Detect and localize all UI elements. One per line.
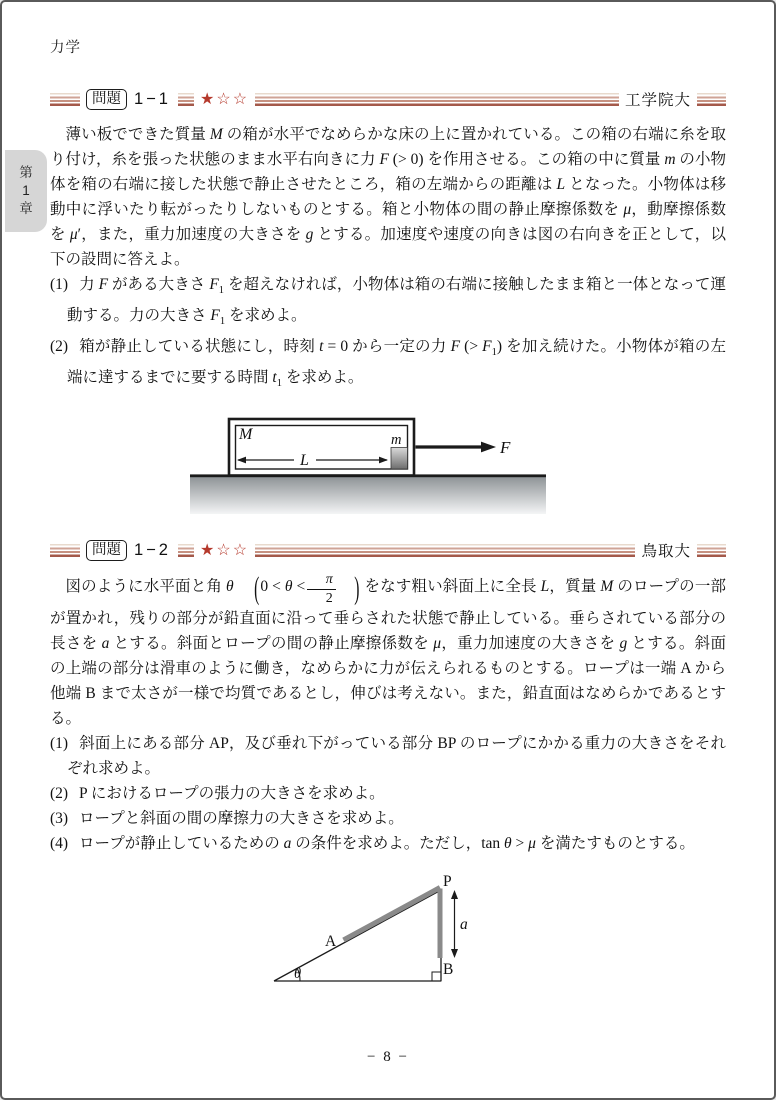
- rope-on-incline: [344, 888, 441, 941]
- figure-1-2: [237, 866, 726, 1001]
- difficulty-stars: ★☆☆: [200, 91, 250, 108]
- rule-line: [178, 544, 194, 557]
- problem-1-1-items: [50, 272, 726, 396]
- intro-text: をなす粗い斜面上に全長 L，質量 M のロープの一部が置かれ，残りの部分が鉛直面に沿って垂らされた状態で静止している。垂らされている部分の長さを a とする。斜面とロープの間の静止摩擦係数を μ，重力加速度の大きさを g とする。斜面の上端の部分は滑車のように働き，なめらかに力が伝えられるものとする。ロープは一端 A から他端 B まで太さが一様で均質であるとし，伸びは考えない。また，鉛直面はなめらかであるとする。: [50, 578, 726, 728]
- fraction-denominator: 2: [307, 589, 336, 606]
- fraction-pi-over-2: [307, 573, 336, 606]
- figure-rope-on-incline: [237, 866, 507, 1001]
- item-text: ロープが静止しているための a の条件を求めよ。ただし，tan θ > μ を満たすものとする。: [79, 835, 695, 853]
- rule-line: [255, 544, 635, 557]
- block-mass-label: m: [391, 432, 402, 449]
- page-number: − 8 −: [367, 1049, 409, 1065]
- open-paren: (: [254, 572, 260, 608]
- problem-1-1-section: [50, 87, 726, 516]
- small-block: [391, 448, 408, 470]
- item-number: (3): [50, 810, 69, 828]
- close-paren: ): [354, 572, 360, 608]
- arrowhead-up: [451, 890, 458, 899]
- force-label: F: [500, 438, 511, 458]
- problem-label-badge: 問題: [86, 540, 127, 561]
- rule-line: [50, 544, 80, 557]
- fraction-numerator: π: [325, 572, 333, 588]
- problem-number: 1−1: [134, 89, 171, 108]
- problem-1-1-header: [50, 87, 726, 111]
- problem-item: [50, 731, 726, 781]
- figure-1-1: [190, 408, 726, 516]
- problem-1-2-header: [50, 538, 726, 562]
- problem-number: 1−2: [134, 540, 171, 559]
- intro-text: 図のように水平面と角 θ: [65, 578, 234, 596]
- problem-1-2-body: [50, 573, 726, 731]
- problem-label-badge: 問題: [86, 89, 127, 110]
- chapter-tab-line: 1: [22, 182, 30, 198]
- problem-item: [50, 334, 726, 396]
- inequality-text: 0 < θ <: [260, 578, 306, 596]
- rule-line: [178, 93, 194, 106]
- item-text: P におけるロープの張力の大きさを求めよ。: [79, 785, 385, 803]
- point-b-label: B: [443, 961, 454, 979]
- chapter-tab-line: 第: [19, 164, 33, 180]
- force-arrowhead: [481, 442, 496, 453]
- arrowhead-down: [451, 949, 458, 958]
- item-text: 力 F がある大きさ $F_1$ を超えなければ，小物体は箱の右端に接触したまま箱と一体となって運動する。力の大きさ $F_1$ を求めよ。: [67, 276, 726, 328]
- problem-item: [50, 781, 726, 806]
- item-number: (1): [50, 735, 69, 753]
- item-number: (4): [50, 835, 69, 853]
- floor-shading: [190, 477, 546, 514]
- item-text: ロープと斜面の間の摩擦力の大きさを求めよ。: [79, 810, 404, 828]
- problem-item: [50, 806, 726, 831]
- item-text: 斜面上にある部分 AP，及び垂れ下がっている部分 BP のロープにかかる重力の大きさをそれぞれ求めよ。: [67, 735, 726, 778]
- chapter-tab: [5, 150, 47, 232]
- rule-line: [697, 93, 726, 106]
- problem-1-2-items: [50, 731, 726, 856]
- university-name: 工学院大: [624, 92, 691, 109]
- item-number: (2): [50, 338, 69, 356]
- box-outer-wall: [229, 419, 414, 476]
- problem-1-1-body: 薄い板でできた質量 M の箱が水平でなめらかな床の上に置かれている。この箱の右端に糸を取り付け，糸を張った状態のまま水平右向きに力 F (> 0) を作用させる。この箱の中に質量 m の小物体を箱の右端に接した状態で静止させたところ，箱の左端からの距離は L となった。小物体は移動中に浮いたり転がったりしないものとする。箱と小物体の間の静止摩擦係数を μ，動摩擦係数を μ′，また，重力加速度の大きさを g とする。加速度や速度の向きは図の右向きを正として，以下の設問に答えよ。: [50, 126, 726, 268]
- rule-line: [255, 93, 619, 106]
- item-number: (1): [50, 276, 69, 293]
- point-a-label: A: [325, 933, 337, 951]
- chapter-tab-line: 章: [19, 201, 33, 217]
- point-p-label: P: [443, 873, 452, 891]
- problem-item: [50, 831, 726, 856]
- figure-box-on-floor: [190, 408, 560, 516]
- item-text: 箱が静止している状態にし，時刻 t = 0 から一定の力 F (> $F_1$) を加え続けた。小物体が箱の左端に達するまでに要する時間 $t_1$ を求めよ。: [67, 338, 726, 390]
- length-label: L: [300, 452, 309, 470]
- angle-label: θ: [294, 966, 302, 983]
- difficulty-stars: ★☆☆: [200, 542, 250, 560]
- rule-line: [697, 544, 726, 557]
- problem-1-2-section: [50, 538, 726, 1001]
- university-name: 鳥取大: [641, 543, 691, 561]
- right-angle-mark: [432, 972, 441, 981]
- running-head: 力学: [50, 40, 81, 56]
- problem-item: [50, 272, 726, 334]
- rule-line: [50, 93, 80, 106]
- box-mass-label: M: [239, 426, 253, 444]
- item-number: (2): [50, 785, 69, 803]
- hang-length-label: a: [460, 916, 468, 934]
